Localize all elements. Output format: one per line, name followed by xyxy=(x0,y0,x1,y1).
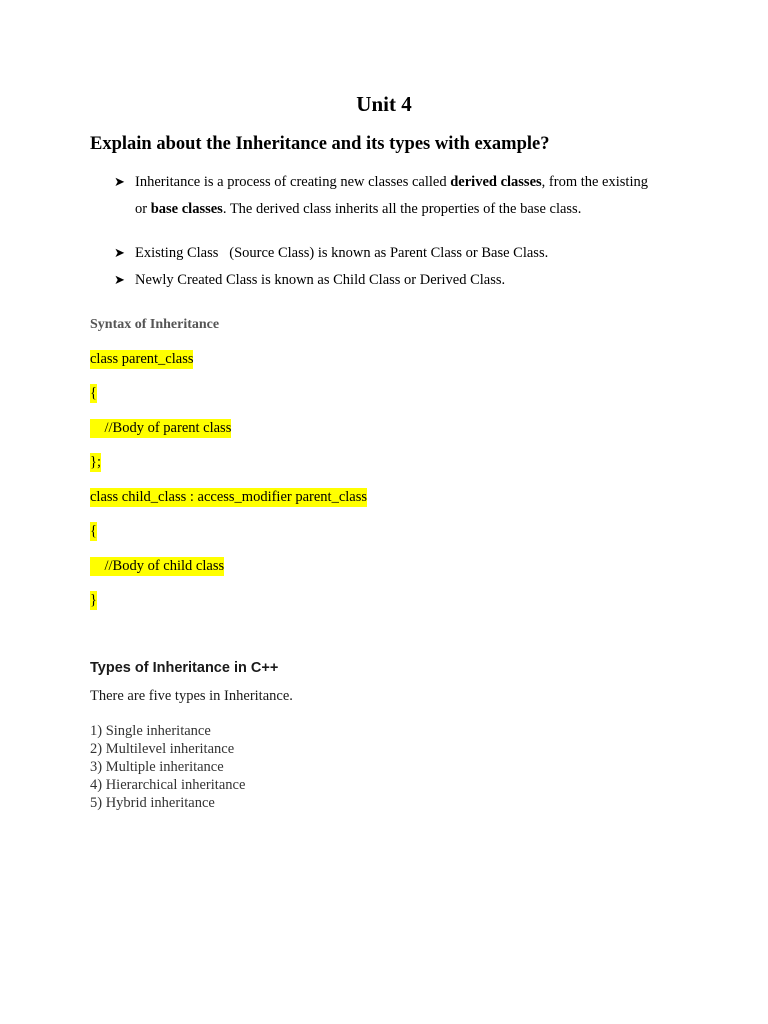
bullet-arrow-icon: ➤ xyxy=(114,273,125,288)
list-item: 5) Hybrid inheritance xyxy=(90,795,215,811)
code-line: { xyxy=(90,523,97,539)
code-line: { xyxy=(90,385,97,401)
bullet-arrow-icon: ➤ xyxy=(114,246,125,261)
list-item: 4) Hierarchical inheritance xyxy=(90,777,246,793)
syntax-heading: Syntax of Inheritance xyxy=(90,317,220,332)
code-line: } xyxy=(90,592,97,608)
bullet-1-line-1: Inheritance is a process of creating new classes called derived classes, from the existing xyxy=(135,174,648,190)
code-line: class child_class : access_modifier parent_class xyxy=(90,489,368,505)
code-line: class parent_class xyxy=(90,351,194,367)
list-item: 2) Multilevel inheritance xyxy=(90,741,235,757)
code-line: //Body of parent class xyxy=(90,420,232,436)
list-item: 3) Multiple inheritance xyxy=(90,759,224,775)
code-line: }; xyxy=(90,454,101,470)
term-base-classes: base classes xyxy=(150,201,223,217)
unit-title: Unit 4 xyxy=(356,92,412,116)
bullet-3-text: Newly Created Class is known as Child Class or Derived Class. xyxy=(135,272,506,288)
types-list xyxy=(90,722,245,812)
bullet-2-text: Existing Class (Source Class) is known as Parent Class or Base Class. xyxy=(135,245,549,261)
list-item: 1) Single inheritance xyxy=(90,723,211,739)
question-heading: Explain about the Inheritance and its types with example? xyxy=(90,134,550,154)
types-heading: Types of Inheritance in C++ xyxy=(90,660,279,676)
term-derived-classes: derived classes xyxy=(450,174,542,190)
types-intro: There are five types in Inheritance. xyxy=(90,688,293,704)
bullet-arrow-icon: ➤ xyxy=(114,175,125,190)
bullet-1-line-2: or base classes. The derived class inherits all the properties of the base class. xyxy=(135,201,582,217)
code-line: //Body of child class xyxy=(90,558,225,574)
